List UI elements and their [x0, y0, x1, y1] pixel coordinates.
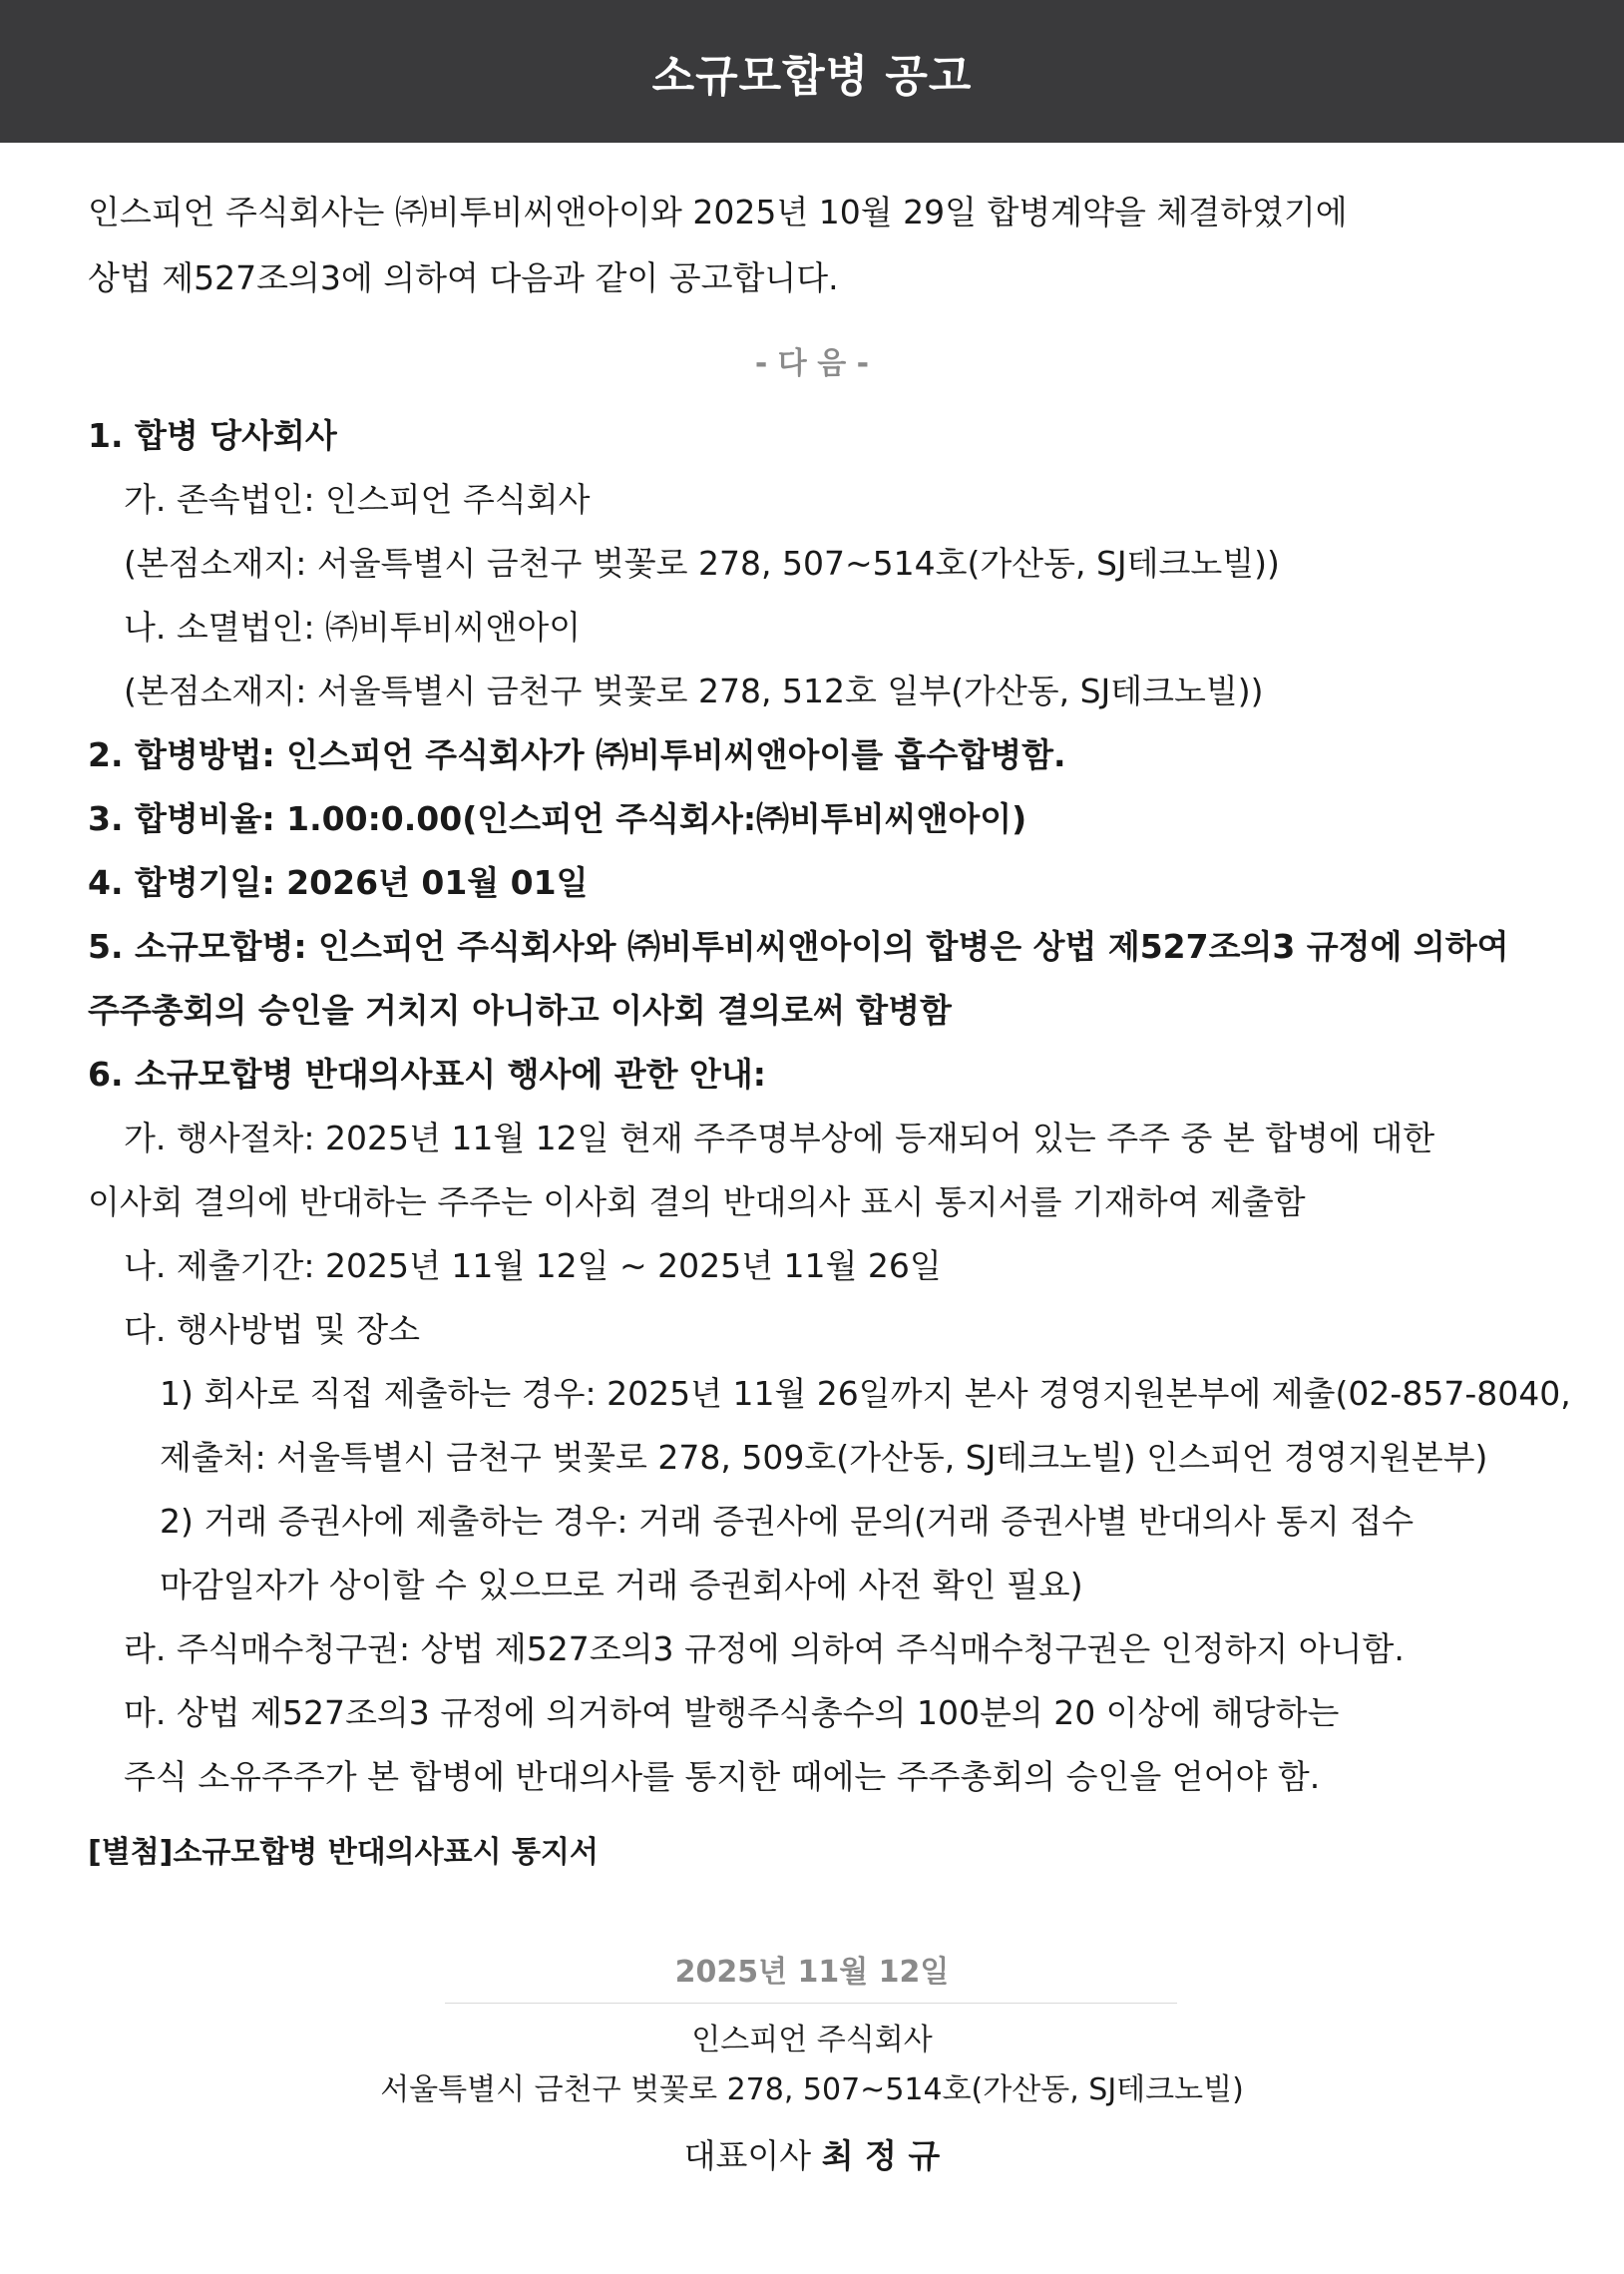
section-1-b: 나. 소멸법인: ㈜비투비씨앤아이	[124, 608, 582, 647]
ceo-label: 대표이사	[683, 2136, 812, 2175]
section-1-b-address: (본점소재지: 서울특별시 금천구 벚꽃로 278, 512호 일부(가산동, SJ테크노빌))	[124, 672, 1264, 710]
footer-divider	[445, 2003, 1177, 2004]
section-6-c-1-line-2: 제출처: 서울특별시 금천구 벚꽃로 278, 509호(가산동, SJ테크노빌) 인스피언 경영지원본부)	[160, 1438, 1488, 1477]
section-1-title: 1. 합병 당사회사	[88, 416, 337, 455]
section-3: 3. 합병비율: 1.00:0.00(인스피언 주식회사:㈜비투비씨앤아이)	[88, 799, 1027, 838]
section-6-c-2-line-1: 2) 거래 증권사에 제출하는 경우: 거래 증권사에 문의(거래 증권사별 반대의사 통지 접수	[160, 1502, 1415, 1541]
section-5-line-1: 5. 소규모합병: 인스피언 주식회사와 ㈜비투비씨앤아이의 합병은 상법 제527조의3 규정에 의하여	[88, 927, 1509, 966]
section-6-a-line-2: 이사회 결의에 반대하는 주주는 이사회 결의 반대의사 표시 통지서를 기재하여 제출함	[88, 1182, 1306, 1221]
section-6-c-2-line-2: 마감일자가 상이할 수 있으므로 거래 증권회사에 사전 확인 필요)	[160, 1566, 1083, 1604]
page-title: 소규모합병 공고	[651, 50, 973, 102]
footer-address: 서울특별시 금천구 벚꽃로 278, 507~514호(가산동, SJ테크노빌)	[380, 2072, 1244, 2107]
section-2: 2. 합병방법: 인스피언 주식회사가 ㈜비투비씨앤아이를 흡수합병함.	[88, 735, 1066, 774]
section-1-a: 가. 존속법인: 인스피언 주식회사	[124, 480, 591, 519]
footer-company: 인스피언 주식회사	[691, 2023, 933, 2057]
section-6-a-line-1: 가. 행사절차: 2025년 11월 12일 현재 주주명부상에 등재되어 있는 주주 중 본 합병에 대한	[124, 1119, 1435, 1157]
intro-line-1: 인스피언 주식회사는 ㈜비투비씨앤아이와 2025년 10월 29일 합병계약을 체결하였기에	[88, 193, 1348, 231]
section-5-line-2: 주주총회의 승인을 거치지 아니하고 이사회 결의로써 합병함	[88, 991, 952, 1030]
section-6-d: 라. 주식매수청구권: 상법 제527조의3 규정에 의하여 주식매수청구권은 인정하지 아니함.	[124, 1629, 1405, 1668]
intro-line-2: 상법 제527조의3에 의하여 다음과 같이 공고합니다.	[88, 258, 839, 297]
section-6-c-1-line-1: 1) 회사로 직접 제출하는 경우: 2025년 11월 26일까지 본사 경영지원본부에 제출(02-857-8040,	[160, 1374, 1571, 1413]
ceo-name: 최 정 규	[821, 2136, 941, 2175]
section-6-e-line-2: 주식 소유주주가 본 합병에 반대의사를 통지한 때에는 주주총회의 승인을 얻어야 함.	[124, 1757, 1321, 1796]
attachment-note: [별첨]소규모합병 반대의사표시 통지서	[88, 1835, 599, 1870]
notice-date: 2025년 11월 12일	[674, 1955, 950, 1990]
section-6-b: 나. 제출기간: 2025년 11월 12일 ~ 2025년 11월 26일	[124, 1246, 942, 1285]
section-6-title: 6. 소규모합병 반대의사표시 행사에 관한 안내:	[88, 1055, 766, 1094]
page-header	[0, 0, 1624, 143]
section-6-c: 다. 행사방법 및 장소	[124, 1310, 420, 1349]
footer-ceo	[0, 2134, 1624, 2178]
section-4: 4. 합병기일: 2026년 01월 01일	[88, 863, 589, 902]
section-1-a-address: (본점소재지: 서울특별시 금천구 벚꽃로 278, 507~514호(가산동, SJ테크노빌))	[124, 544, 1280, 583]
section-6-e-line-1: 마. 상법 제527조의3 규정에 의거하여 발행주식총수의 100분의 20 이상에 해당하는	[124, 1693, 1340, 1732]
separator: - 다 음 -	[754, 346, 870, 381]
